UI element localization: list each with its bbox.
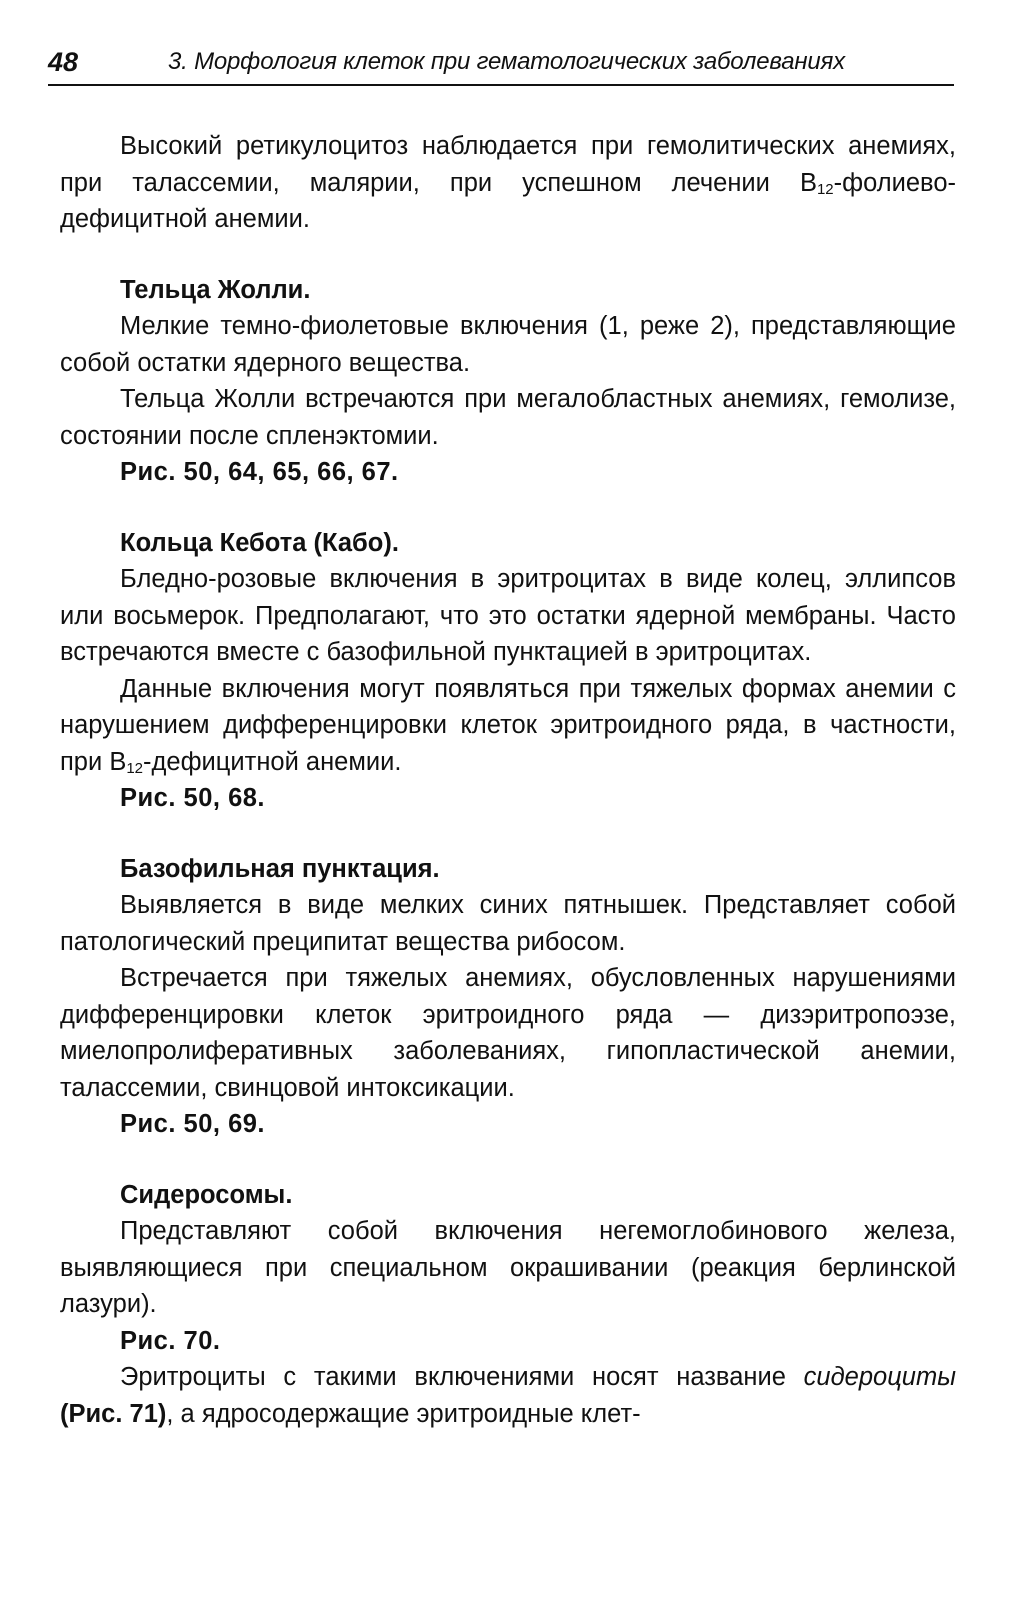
paragraph: Мелкие темно-фиолетовые включения (1, реже 2), представляющие собой остатки ядерного вещества. — [60, 312, 956, 377]
figure-reference: Рис. 50, 64, 65, 66, 67. — [120, 458, 399, 486]
term-siderocytes: сидероциты — [803, 1363, 956, 1391]
figure-reference: Рис. 50, 69. — [120, 1110, 266, 1138]
paragraph: Представляют собой включения негемоглобинового железа, выявляющиеся при специальном окрашивании (реакция берлинской лазури). — [60, 1217, 956, 1318]
paragraph: Эритроциты с такими включениями носят название сидероциты (Рис. 71), а ядросодержащие эритроидные клет- — [60, 1363, 956, 1428]
figure-reference: Рис. 50, 68. — [120, 784, 266, 812]
section-heading-cabot: Кольца Кебота (Кабо). — [120, 528, 399, 557]
paragraph: Бледно-розовые включения в эритроцитах в виде колец, эллипсов или восьмерок. Предполагают, что это остатки ядерной мембраны. Часто встречаются вместе с базофильной пунктацией в эритроцитах. — [60, 565, 956, 666]
page-header — [48, 44, 954, 86]
page-number: 48 — [48, 47, 79, 77]
paragraph: Тельца Жолли встречаются при мегалобластных анемиях, гемолизе, состоянии после спленэктомии. — [60, 385, 956, 450]
intro-paragraph: Высокий ретикулоцитоз наблюдается при гемолитических анемиях, при талассемии, малярии, при успешном лечении $B_{12}-фолиево$-дефицитной анемии. — [60, 132, 956, 233]
section-heading-basophilic: Базофильная пунктация. — [120, 854, 440, 883]
paragraph: Встречается при тяжелых анемиях, обусловленных нарушениями дифференцировки клеток эритроидного ряда — дизэритропоэзе, миелопролиферативных заболеваниях, гипопластической анемии, талассемии, свинцовой интоксикации. — [60, 964, 956, 1102]
paragraph: Выявляется в виде мелких синих пятнышек. Представляет собой патологический преципитат вещества рибосом. — [60, 891, 956, 956]
section-heading-jolly: Тельца Жолли. — [120, 275, 311, 304]
figure-reference: Рис. 70. — [120, 1326, 221, 1355]
running-title: 3. Морфология клеток при гематологических заболеваниях — [168, 48, 845, 75]
page-body — [60, 128, 956, 1432]
figure-reference-inline: (Рис. 71) — [60, 1399, 167, 1428]
section-heading-siderosomes: Сидеросомы. — [120, 1180, 293, 1209]
paragraph: Данные включения могут появляться при тяжелых формах анемии с нарушением дифференцировки клеток эритроидного ряда, в частности, при $B_{12}$-дефицитной анемии. — [60, 674, 956, 777]
